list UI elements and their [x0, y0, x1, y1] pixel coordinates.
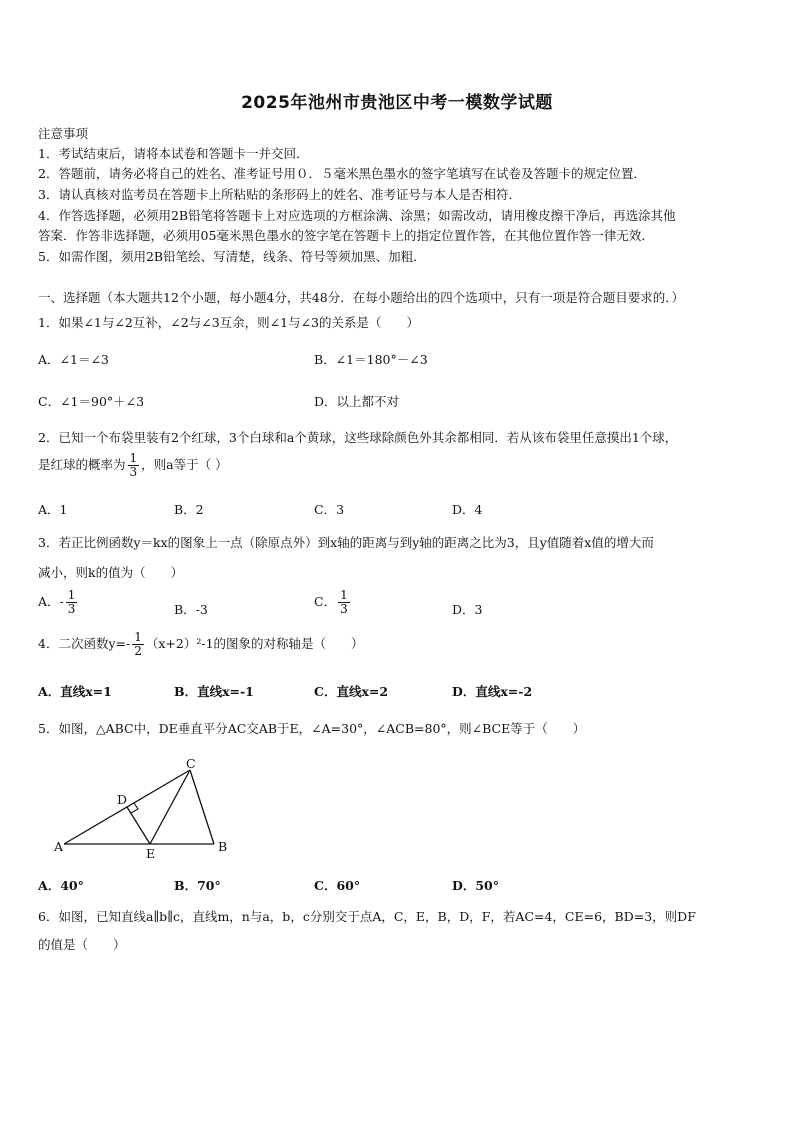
section-heading: 一、选择题（本大题共12个小题，每小题4分，共48分．在每小题给出的四个选项中，只有一项是符合题目要求的．）: [38, 290, 685, 305]
q2-stem-line1: 2．已知一个布袋里装有2个红球，3个白球和a个黄球，这些球除颜色外其余都相同．若从该布袋里任意摸出1个球，: [38, 430, 678, 445]
q1-option-a: A．∠1＝∠3: [38, 352, 109, 367]
notice-heading: 注意事项: [38, 126, 89, 141]
q3-option-d: D．3: [452, 602, 483, 617]
q1-stem: 1．如果∠1与∠2互补，∠2与∠3互余，则∠1与∠3的关系是（ ）: [38, 315, 420, 330]
fraction-numerator: 1: [129, 451, 138, 465]
q4-option-c: C．直线x=2: [314, 684, 389, 699]
notice-item: 5．如需作图，须用2B铅笔绘、写清楚，线条、符号等须加黑、加粗．: [38, 249, 426, 264]
q2-stem-text: 是红球的概率为: [38, 457, 126, 472]
label-a: A: [54, 839, 64, 854]
q3-option-c: [314, 589, 352, 616]
fraction-denominator: 2: [134, 644, 142, 658]
fraction: [338, 589, 350, 616]
q2-option-b: B．2: [174, 502, 204, 517]
q5-option-b: B．70°: [174, 878, 221, 893]
fraction-numerator: 1: [134, 630, 142, 644]
fraction-denominator: 3: [129, 465, 138, 479]
fraction-denominator: 3: [340, 602, 348, 616]
notice-item: 答案．作答非选择题，必须用05毫米黑色墨水的签字笔在答题卡上的指定位置作答，在其他位置作答一律无效．: [38, 228, 654, 243]
label-c: C: [186, 756, 196, 771]
q6-stem-line2: 的值是（ ）: [38, 937, 126, 952]
page-title: 2025年池州市贵池区中考一模数学试题: [241, 93, 553, 113]
fraction-denominator: 3: [67, 602, 76, 616]
notice-item: 2．答题前，请务必将自己的姓名、准考证号用０．５毫米黑色墨水的签字笔填写在试卷及答题卡的规定位置．: [38, 166, 646, 181]
q4-option-d: D．直线x=-2: [452, 684, 533, 699]
label-b: B: [218, 839, 228, 854]
q5-option-c: C．60°: [314, 878, 361, 893]
q3-stem-line2: 减小，则k的值为（ ）: [38, 565, 184, 580]
fraction: [66, 589, 78, 616]
q4-option-a: A．直线x=1: [38, 684, 112, 699]
q2-option-d: D．4: [452, 502, 483, 517]
q2-option-c: C．3: [314, 502, 345, 517]
q5-option-a: A．40°: [38, 878, 84, 893]
q1-option-c: C．∠1＝90°＋∠3: [38, 394, 145, 409]
q5-triangle-figure: [52, 756, 252, 864]
q4-option-b: B．直线x=-1: [174, 684, 254, 699]
q4-stem-text: 4．二次函数y=-: [38, 636, 131, 651]
q1-option-b: B．∠1＝180°－∠3: [314, 352, 428, 367]
q2-option-a: A．1: [38, 502, 68, 517]
label-d: D: [117, 792, 128, 807]
q4-fraction: [132, 631, 144, 658]
q5-stem: 5．如图，△ABC中，DE垂直平分AC交AB于E，∠A=30°，∠ACB=80°，则∠BCE等于（ ）: [38, 721, 586, 736]
option-label: C．: [314, 594, 337, 609]
side-cb: [190, 770, 214, 844]
q3-option-a: [38, 589, 79, 616]
q6-stem-line1: 6．如图，已知直线a∥b∥c，直线m，n与a，b，c分别交于点A，C，E，B，D，F，若AC=4，CE=6，BD=3，则DF: [38, 909, 696, 924]
q2-probability-fraction: [128, 452, 140, 479]
option-label: A．-: [38, 594, 64, 609]
q5-option-d: D．50°: [452, 878, 499, 893]
notice-item: 4．作答选择题，必须用2B铅笔将答题卡上对应选项的方框涂满、涂黑；如需改动，请用橡皮擦干净后，再选涂其他: [38, 208, 676, 223]
fraction-numerator: 1: [340, 588, 348, 602]
q3-stem-line1: 3．若正比例函数y＝kx的图象上一点（除原点外）到x轴的距离与到y轴的距离之比为3，且y值随着x值的增大而: [38, 535, 654, 550]
segment-de: [127, 807, 150, 844]
notice-item: 3．请认真核对监考员在答题卡上所粘贴的条形码上的姓名、准考证号与本人是否相符．: [38, 187, 521, 202]
q2-stem-line2: [38, 452, 228, 479]
label-e: E: [146, 846, 156, 861]
q1-option-d: D．以上都不对: [314, 394, 400, 409]
q4-stem-text: （x+2）²-1的图象的对称轴是（ ）: [145, 636, 364, 651]
q4-stem: [38, 631, 364, 658]
notice-item: 1．考试结束后，请将本试卷和答题卡一并交回．: [38, 146, 309, 161]
q3-option-b: B．-3: [174, 602, 208, 617]
fraction-numerator: 1: [67, 588, 76, 602]
q2-stem-text: ，则a等于（ ）: [141, 457, 228, 472]
